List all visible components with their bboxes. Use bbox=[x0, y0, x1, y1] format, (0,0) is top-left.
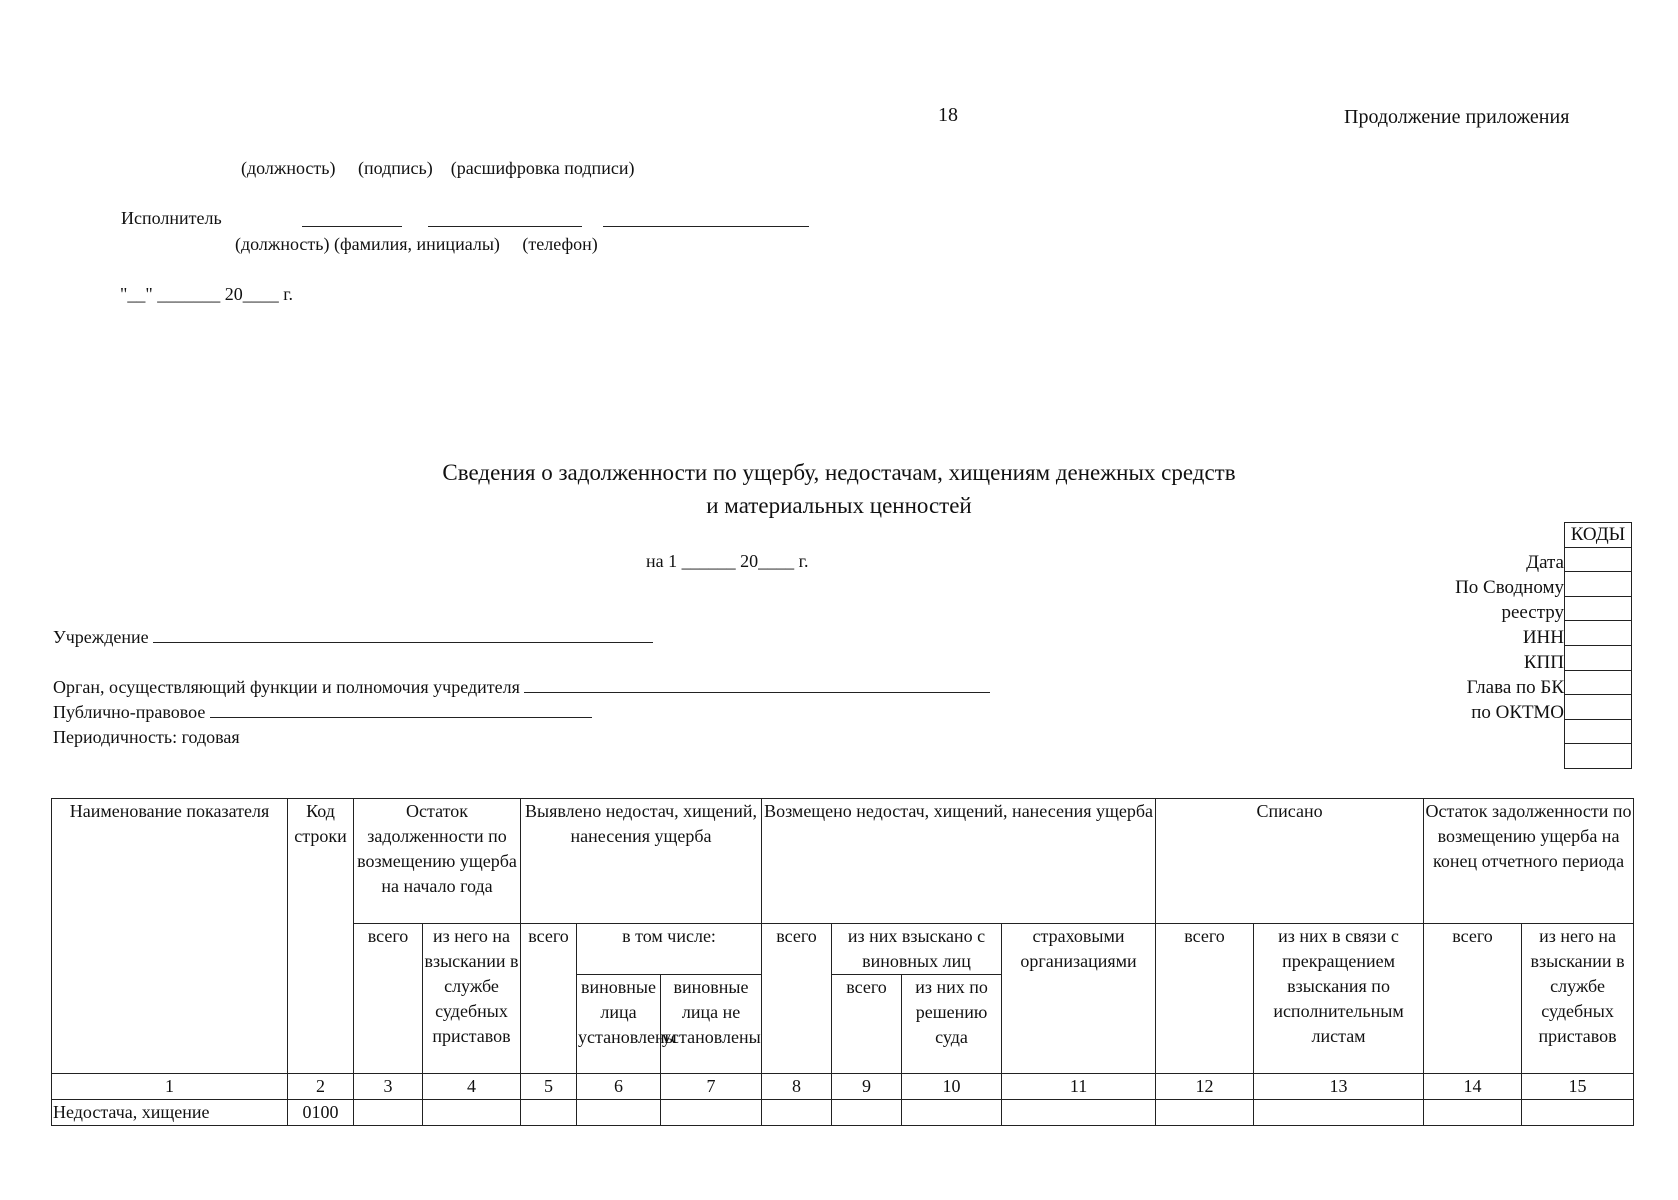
row-code: 0100 bbox=[288, 1100, 354, 1126]
header-col5-total: всего bbox=[521, 924, 577, 1074]
public-entity-field bbox=[53, 701, 592, 723]
codes-box bbox=[1564, 522, 1632, 769]
code-cell-extra-2[interactable] bbox=[1565, 744, 1632, 769]
signature-labels: (должность) (подпись) (расшифровка подписи) bbox=[241, 158, 635, 178]
col-number: 11 bbox=[1002, 1074, 1156, 1100]
executor-label: Исполнитель bbox=[121, 208, 222, 228]
code-cell-inn[interactable] bbox=[1565, 621, 1632, 646]
code-label-inn: ИНН bbox=[1522, 627, 1564, 648]
header-col14-total: всего bbox=[1424, 924, 1522, 1074]
header-code: Код строки bbox=[288, 799, 354, 1074]
col-number: 2 bbox=[288, 1074, 354, 1100]
code-label-oktmo: по ОКТМО bbox=[1471, 702, 1564, 723]
code-label-kpp: КПП bbox=[1523, 652, 1564, 673]
cell-input[interactable] bbox=[902, 1100, 1002, 1126]
cell-input[interactable] bbox=[762, 1100, 832, 1126]
cell-input[interactable] bbox=[1002, 1100, 1156, 1126]
institution-label: Учреждение bbox=[53, 627, 149, 647]
header-col10-court: из них по решению суда bbox=[902, 975, 1002, 1074]
header-col3-total: всего bbox=[354, 924, 423, 1074]
cell-input[interactable] bbox=[521, 1100, 577, 1126]
code-label-registry-2: реестру bbox=[1501, 602, 1564, 623]
continuation-note: Продолжение приложения bbox=[1344, 106, 1570, 128]
col-number: 12 bbox=[1156, 1074, 1254, 1100]
header-col11-insurance: страховыми организациями bbox=[1002, 924, 1156, 1074]
date-line: "__" _______ 20____ г. bbox=[120, 284, 294, 304]
institution-field bbox=[53, 626, 653, 648]
code-cell-oktmo[interactable] bbox=[1565, 695, 1632, 720]
header-rest-end: Остаток задолженности по возмещению ущерба на конец отчетного периода bbox=[1424, 799, 1634, 924]
header-col7-guilty-unknown: виновные лица не установлены bbox=[661, 975, 762, 1074]
code-label-registry-1: По Сводному bbox=[1455, 577, 1564, 598]
executor-name-line[interactable] bbox=[428, 210, 582, 227]
executor-phone-line[interactable] bbox=[603, 210, 809, 227]
code-label-date: Дата bbox=[1526, 552, 1564, 573]
codes-labels bbox=[1300, 550, 1564, 725]
header-name: Наименование показателя bbox=[52, 799, 288, 1074]
founder-body-field bbox=[53, 676, 990, 698]
code-cell-registry-2[interactable] bbox=[1565, 596, 1632, 621]
header-including: в том числе: bbox=[577, 924, 762, 975]
header-col15-bailiffs: из него на взыскании в службе судебных приставов bbox=[1522, 924, 1634, 1074]
public-entity-label: Публично-правовое bbox=[53, 702, 206, 722]
cell-input[interactable] bbox=[577, 1100, 661, 1126]
code-cell-registry-1[interactable] bbox=[1565, 572, 1632, 597]
cell-input[interactable] bbox=[1424, 1100, 1522, 1126]
code-cell-date[interactable] bbox=[1565, 547, 1632, 572]
public-entity-input-line[interactable] bbox=[210, 701, 592, 718]
cell-input[interactable] bbox=[832, 1100, 902, 1126]
header-reimbursed: Возмещено недостач, хищений, нанесения ущерба bbox=[762, 799, 1156, 924]
code-label-bk: Глава по БК bbox=[1466, 677, 1564, 698]
header-found: Выявлено недостач, хищений, нанесения ущерба bbox=[521, 799, 762, 924]
col-number: 6 bbox=[577, 1074, 661, 1100]
executor-position-line[interactable] bbox=[302, 210, 402, 227]
col-number: 13 bbox=[1254, 1074, 1424, 1100]
code-cell-kpp[interactable] bbox=[1565, 645, 1632, 670]
founder-body-input-line[interactable] bbox=[524, 676, 990, 693]
institution-input-line[interactable] bbox=[153, 626, 653, 643]
col-number: 4 bbox=[423, 1074, 521, 1100]
col-number: 9 bbox=[832, 1074, 902, 1100]
col-number: 1 bbox=[52, 1074, 288, 1100]
code-cell-extra-1[interactable] bbox=[1565, 719, 1632, 744]
header-col8-total: всего bbox=[762, 924, 832, 1074]
col-number: 10 bbox=[902, 1074, 1002, 1100]
header-col13-terminated: из них в связи с прекращением взыскания по исполнительным листам bbox=[1254, 924, 1424, 1074]
col-number: 7 bbox=[661, 1074, 762, 1100]
row-name: Недостача, хищение bbox=[52, 1100, 288, 1126]
col-number: 3 bbox=[354, 1074, 423, 1100]
document-title-line1: Сведения о задолженности по ущербу, недостачам, хищениям денежных средств bbox=[442, 460, 1236, 485]
debt-table bbox=[51, 798, 1634, 1126]
header-col6-guilty-known: виновные лица установлены bbox=[577, 975, 661, 1074]
cell-input[interactable] bbox=[1522, 1100, 1634, 1126]
header-col12-total: всего bbox=[1156, 924, 1254, 1074]
col-number: 15 bbox=[1522, 1074, 1634, 1100]
header-from-guilty: из них взыскано с виновных лиц bbox=[832, 924, 1002, 975]
header-written-off: Списано bbox=[1156, 799, 1424, 924]
code-cell-bk[interactable] bbox=[1565, 670, 1632, 695]
header-rest-start: Остаток задолженности по возмещению ущерба на начало года bbox=[354, 799, 521, 924]
founder-body-label: Орган, осуществляющий функции и полномочия учредителя bbox=[53, 677, 520, 697]
cell-input[interactable] bbox=[1254, 1100, 1424, 1126]
header-col9-total: всего bbox=[832, 975, 902, 1074]
cell-input[interactable] bbox=[661, 1100, 762, 1126]
document-title-line2: и материальных ценностей bbox=[706, 493, 972, 518]
as-of-date: на 1 ______ 20____ г. bbox=[646, 551, 809, 571]
col-number: 8 bbox=[762, 1074, 832, 1100]
periodicity: Периодичность: годовая bbox=[53, 727, 240, 747]
codes-header: КОДЫ bbox=[1565, 523, 1632, 548]
col-number: 14 bbox=[1424, 1074, 1522, 1100]
cell-input[interactable] bbox=[354, 1100, 423, 1126]
executor-labels: (должность) (фамилия, инициалы) (телефон) bbox=[235, 234, 598, 254]
col-number: 5 bbox=[521, 1074, 577, 1100]
cell-input[interactable] bbox=[1156, 1100, 1254, 1126]
table-row bbox=[52, 1100, 1634, 1126]
header-col4-bailiffs: из него на взыскании в службе судебных приставов bbox=[423, 924, 521, 1074]
page-number: 18 bbox=[938, 104, 958, 126]
cell-input[interactable] bbox=[423, 1100, 521, 1126]
